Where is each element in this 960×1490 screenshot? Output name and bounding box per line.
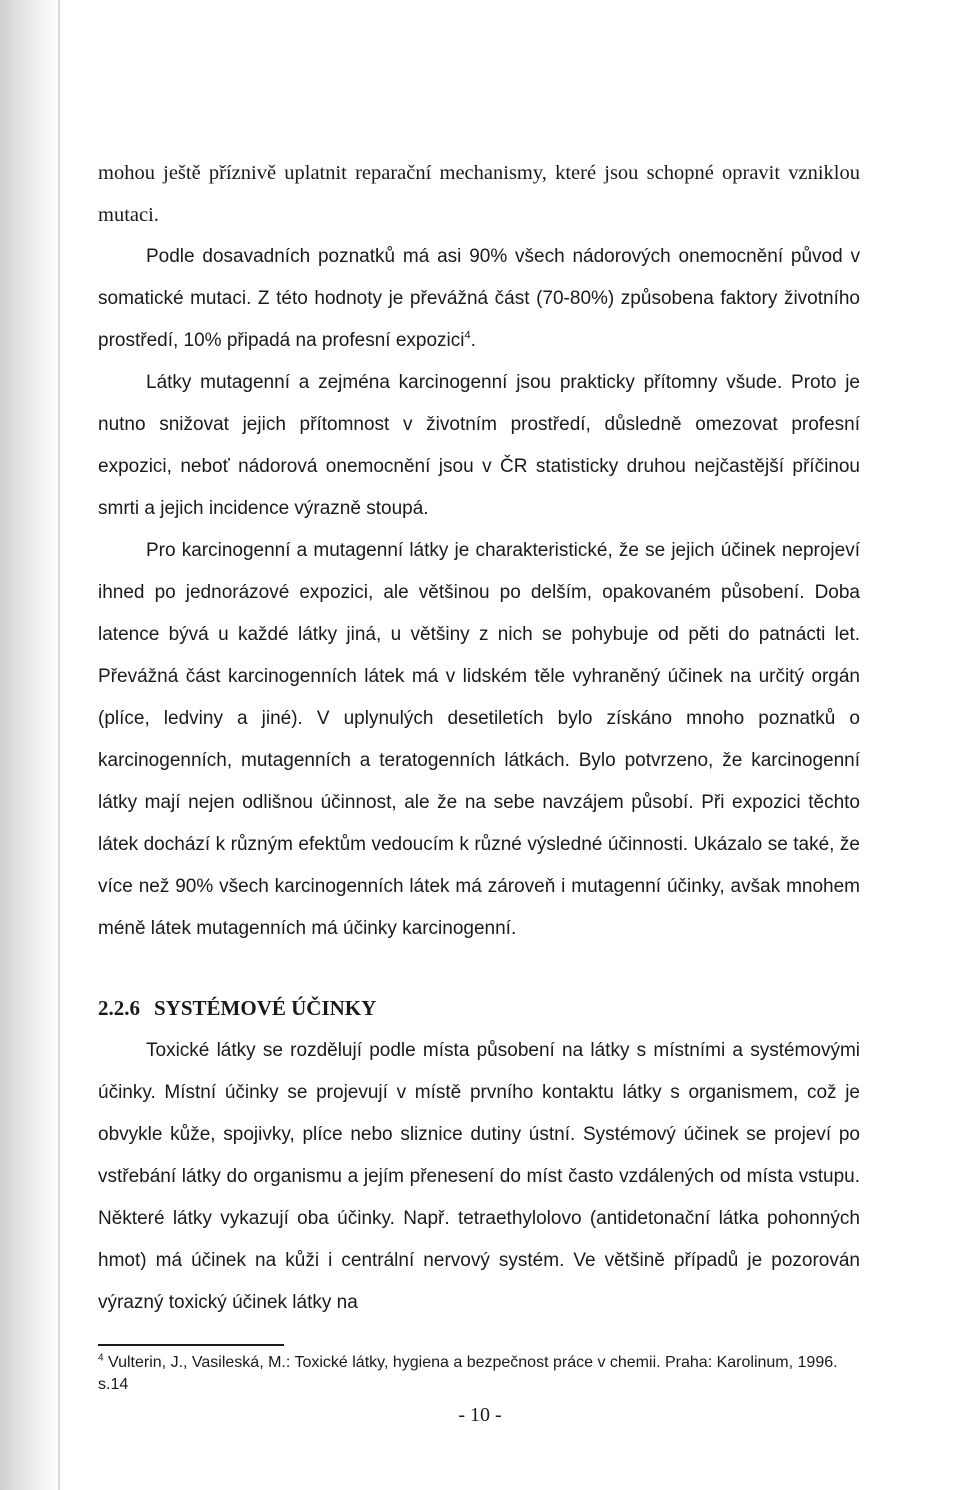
section-heading [98,986,860,1030]
footnote-reference[interactable]: 4 [464,329,471,342]
footnote-marker: 4 [98,1352,104,1364]
page-number: - 10 - [458,1404,502,1426]
body-paragraph-3: Látky mutagenní a zejména karcinogenní jsou prakticky přítomny všude. Proto je nutno snižovat jejich přítomnost v životním prostředí, důsledně omezovat profesní expozici, neboť nádorová onemocnění jsou v ČR statisticky druhou nejčastější příčinou smrti a jejich incidence výrazně stoupá. [98,372,860,519]
body-paragraph-2-text: Podle dosavadních poznatků má asi 90% všech nádorových onemocnění původ v somatické mutaci. Z této hodnoty je převážná část (70-80%) způsobena faktory životního prostředí, 10% připadá na profesní expozici [98,246,860,351]
section-paragraph-1: Toxické látky se rozdělují podle místa působení na látky s místními a systémovými účinky. Místní účinky se projevují v místě prvního kontaktu látky s organismem, což je obvykle kůže, spojivky, plíce nebo sliznice dutiny ústní. Systémový účinek se projeví po vstřebání látky do organismu a jejím přenesení do míst často vzdálených od místa vstupu. Některé látky vykazují oba účinky. Např. tetraethylolovo (antidetonační látka pohonných hmot) má účinek na kůži i centrální nervový systém. Ve většině případů je pozorován výrazný toxický účinek látky na [98,1040,860,1313]
body-paragraph-2 [98,236,860,362]
footnote [98,1352,860,1396]
section-title: SYSTÉMOVÉ ÚČINKY [154,996,377,1020]
body-paragraph-2-end: . [470,330,476,351]
scan-shadow-edge [0,0,60,1490]
document-page [98,152,860,1396]
scan-binding-line [58,0,60,1490]
section-number: 2.2.6 [98,996,140,1020]
footnote-divider [98,1344,284,1346]
body-paragraph-1: mohou ještě příznivě uplatnit reparační mechanismy, které jsou schopné opravit vzniklou mutaci. [98,162,860,226]
body-paragraph-4: Pro karcinogenní a mutagenní látky je charakteristické, že se jejich účinek neprojeví ihned po jednorázové expozici, ale většinou po delším, opakovaném působení. Doba latence bývá u každé látky jiná, u většiny z nich se pohybuje od pěti do patnácti let. Převážná část karcinogenních látek má v lidském těle vyhraněný účinek na určitý orgán (plíce, ledviny a jiné). V uplynulých desetiletích bylo získáno mnoho poznatků o karcinogenních, mutagenních a teratogenních látkách. Bylo potvrzeno, že karcinogenní látky mají nejen odlišnou účinnost, ale že na sebe navzájem působí. Při expozici těchto látek dochází k různým efektům vedoucím k různé výsledné účinnosti. Ukázalo se také, že více než 90% všech karcinogenních látek má zároveň i mutagenní účinky, avšak mnohem méně látek mutagenních má účinky karcinogenní. [98,540,860,939]
footnote-text: Vulterin, J., Vasileská, M.: Toxické látky, hygiena a bezpečnost práce v chemii. Praha: Karolinum, 1996. s.14 [98,1354,838,1393]
